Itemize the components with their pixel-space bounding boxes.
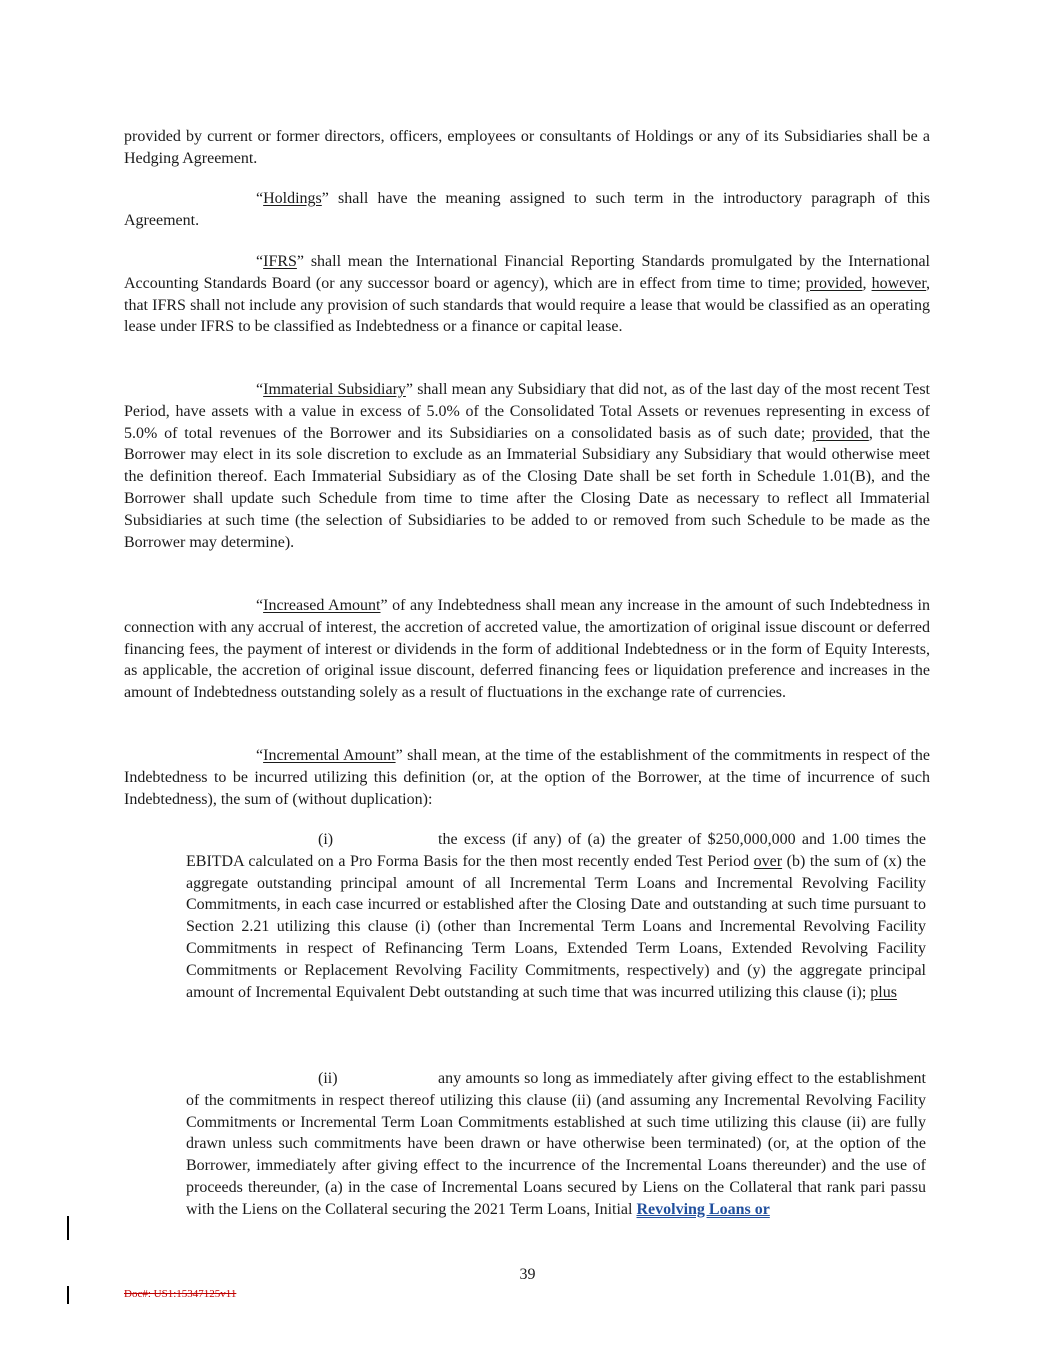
definition-ifrs: “IFRS” shall mean the International Financial Reporting Standards promulgated by the International Accounting Standards Board (or any successor board or agency), which are in effect from time to time; provided, however, that IFRS shall not include any provision of such standards that would require a lease that would be classified as an operating lease under IFRS to be classified as Indebtedness or a finance or capital lease. bbox=[124, 253, 931, 336]
page-number: 39 bbox=[519, 1266, 536, 1283]
change-bar bbox=[67, 1286, 69, 1304]
paragraph-hedging-continuation: provided by current or former directors, officers, employees or consultants of Holdings or any of its Subsidiaries shall be a Hedging Agreement. bbox=[124, 128, 930, 167]
change-bar bbox=[67, 1216, 69, 1240]
defined-term-ifrs: IFRS bbox=[263, 253, 297, 270]
clause-ii: (ii) any amounts so long as immediately after giving effect to the establishment of the commitments in respect thereof utilizing this clause (ii) (and assuming any Incremental Revolving Facility Commitments or Incremental Term Loan Commitments established at such time utilizing this clause (ii) are fully drawn unless such commitments have been drawn or have otherwise been terminated) (or, at the option of the Borrower, immediately after giving effect to the incurrence of the Incremental Loans thereunder) and the use of proceeds thereunder, (a) in the case of Incremental Loans secured by Liens on the Collateral that rank pari passu with the Liens on the Collateral securing the 2021 Term Loans, Initial Revolving Loans or bbox=[186, 1070, 926, 1218]
plus-term: plus bbox=[870, 983, 897, 1001]
over-term: over bbox=[753, 852, 783, 870]
defined-term-increased-amount: Increased Amount bbox=[263, 597, 381, 614]
defined-term-incremental-amount: Incremental Amount bbox=[263, 747, 396, 764]
clause-number: (ii) bbox=[318, 1070, 338, 1087]
definition-incremental-amount: “Incremental Amount” shall mean, at the time of the establishment of the commitments in respect of the Indebtedness to be incurred utilizing this definition (or, at the option of the Borrower, at the time of incurrence of such Indebtedness), the sum of (without duplication): bbox=[124, 747, 930, 808]
provided-term: provided bbox=[811, 424, 869, 442]
defined-term-immaterial-subsidiary: Immaterial Subsidiary bbox=[263, 381, 406, 398]
footer-doc-id: Doc#: US1:15347125v11 bbox=[124, 1288, 237, 1300]
definition-holdings: “Holdings” shall have the meaning assigned to such term in the introductory paragraph of this Agreement. bbox=[124, 190, 930, 229]
however-term: however bbox=[871, 274, 927, 292]
inserted-text: Revolving Loans or bbox=[636, 1200, 770, 1218]
definition-immaterial-subsidiary: “Immaterial Subsidiary” shall mean any Subsidiary that did not, as of the last day of the most recent Test Period, have assets with a value in excess of 5.0% of the Consolidated Total Assets or revenues representing in excess of 5.0% of total revenues of the Borrower and its Subsidiaries on a consolidated basis as of such date; provided, that the Borrower may elect in its sole discretion to exclude as an Immaterial Subsidiary any Subsidiary that would otherwise meet the definition thereof. Each Immaterial Subsidiary as of the Closing Date shall be set forth in Schedule 1.01(B), and the Borrower shall update such Schedule from time to time after the Closing Date as necessary to reflect all Immaterial Subsidiaries at such time (the selection of Subsidiaries to be added to or removed from such Schedule to be made as the Borrower may determine). bbox=[124, 381, 930, 551]
defined-term-holdings: Holdings bbox=[263, 190, 322, 207]
definition-increased-amount: “Increased Amount” of any Indebtedness shall mean any increase in the amount of such Indebtedness in connection with any accrual of interest, the accretion of accreted value, the amortization of original issue discount or deferred financing fees, the payment of interest or dividends in the form of additional Indebtedness or in the form of Equity Interests, as applicable, the accretion of original issue discount, deferred financing fees or liquidation preference and increases in the amount of Indebtedness outstanding solely as a result of fluctuations in the exchange rate of currencies. bbox=[124, 597, 930, 702]
provided-term: provided bbox=[805, 274, 863, 292]
clause-i: (i) the excess (if any) of (a) the greater of $250,000,000 and 1.00 times the EBITDA calculated on a Pro Forma Basis for the then most recently ended Test Period over (b) the sum of (x) the aggregate outstanding principal amount of all Incremental Term Loans and Incremental Revolving Facility Commitments, in each case incurred or established after the Closing Date and outstanding at such time pursuant to Section 2.21 utilizing this clause (i) (other than Incremental Term Loans and Incremental Revolving Facility Commitments in respect of Refinancing Term Loans, Extended Term Loans, Extended Revolving Facility Commitments or Replacement Revolving Facility Commitments, respectively) and (y) the aggregate principal amount of Incremental Equivalent Debt outstanding at such time that was incurred utilizing this clause (i); plus bbox=[186, 831, 927, 1001]
clause-number: (i) bbox=[318, 831, 334, 848]
